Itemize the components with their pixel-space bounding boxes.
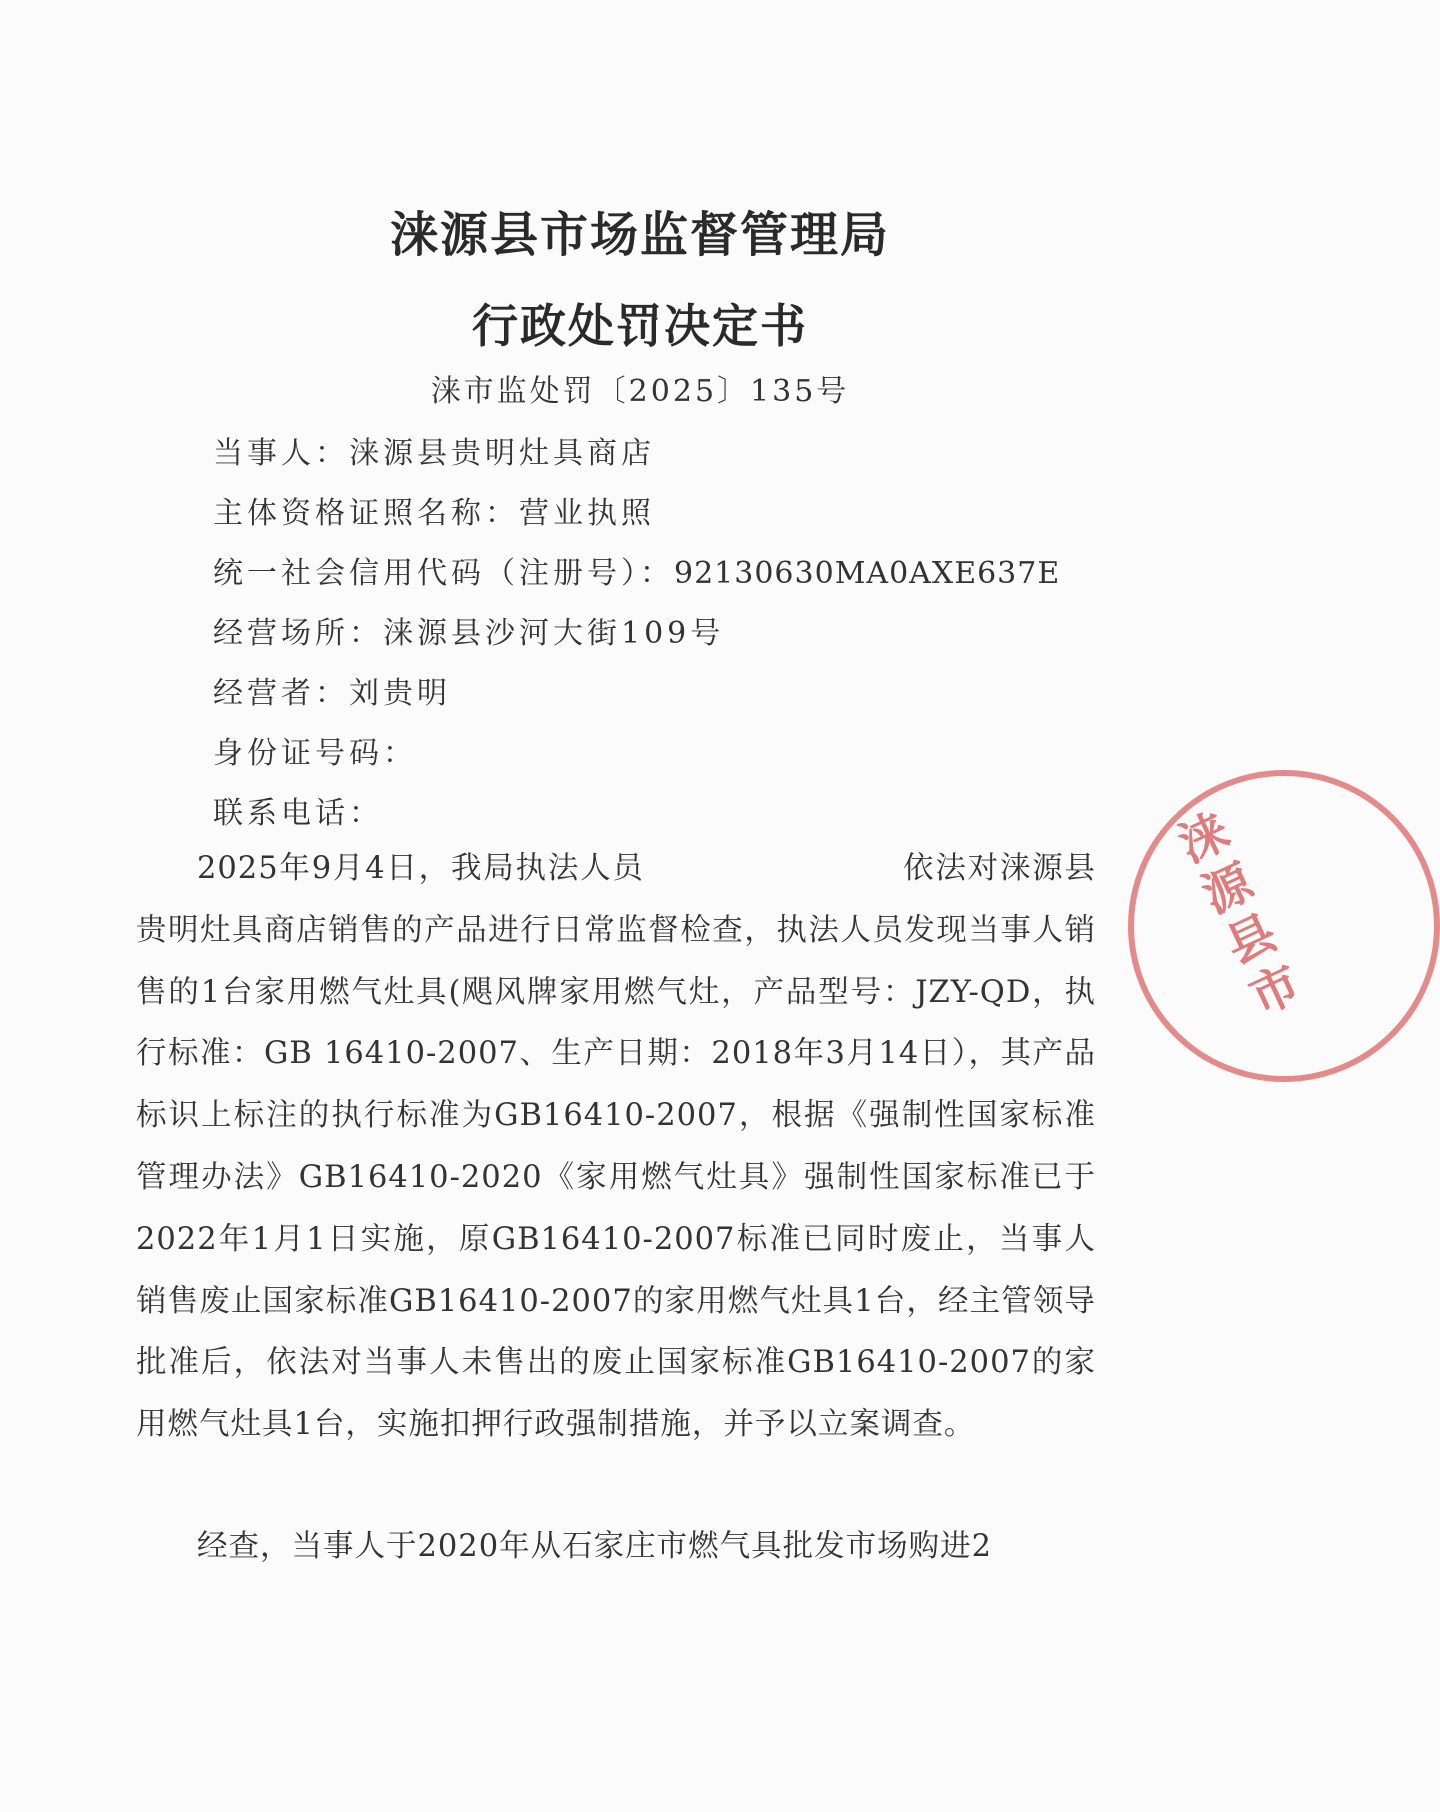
document-number: 涞市监处罚〔2025〕135号 [430, 374, 850, 409]
document-title: 行政处罚决定书 [472, 299, 808, 353]
field-label: 当事人： [213, 436, 349, 471]
field-label: 经营者： [213, 676, 349, 711]
field-value: 涞源县沙河大街109号 [383, 616, 725, 651]
field-value: 营业执照 [519, 496, 655, 531]
field-value: 涞源县贵明灶具商店 [349, 436, 655, 471]
organization-title: 涞源县市场监督管理局 [389, 207, 890, 263]
id-number-field [213, 728, 417, 772]
field-label: 经营场所： [213, 616, 383, 651]
field-label: 统一社会信用代码（注册号）： [213, 556, 674, 591]
operator-field [213, 668, 451, 712]
field-label: 主体资格证照名称： [213, 496, 519, 531]
field-value: 刘贵明 [349, 676, 451, 711]
credit-code-field [213, 548, 1060, 592]
business-address-field [213, 608, 724, 652]
body-paragraph-2: 经查，当事人于2020年从石家庄市燃气具批发市场购进2 [197, 1529, 993, 1564]
license-name-field [213, 488, 655, 532]
phone-field [213, 788, 383, 832]
party-field [213, 428, 655, 472]
field-label: 联系电话： [213, 796, 383, 831]
body-paragraph-1: 2025年9月4日，我局执法人员 依法对涞源县贵明灶具商店销售的产品进行日常监督检查，执法人员发现当事人销售的1台家用燃气灶具(飓风牌家用燃气灶，产品型号：JZY-QD，执行标准：GB 16410-2007、生产日期：2018年3月14日），其产品标识上标注的执行标准为GB16410-2007，根据《强制性国家标准管理办法》GB16410-2020《家用燃气灶具》强制性国家标准已于2022年1月1日实施，原GB16410-2007标准已同时废止，当事人销售废止国家标准GB16410-2007的家用燃气灶具1台，经主管领导批准后，依法对当事人未售出的废止国家标准GB16410-2007的家用燃气灶具1台，实施扣押行政强制措施，并予以立案调查。 [136, 851, 1096, 1443]
field-label: 身份证号码： [213, 736, 417, 771]
seal-text: 涞源县市 [1170, 802, 1309, 1027]
field-value: 92130630MA0AXE637E [674, 556, 1061, 591]
